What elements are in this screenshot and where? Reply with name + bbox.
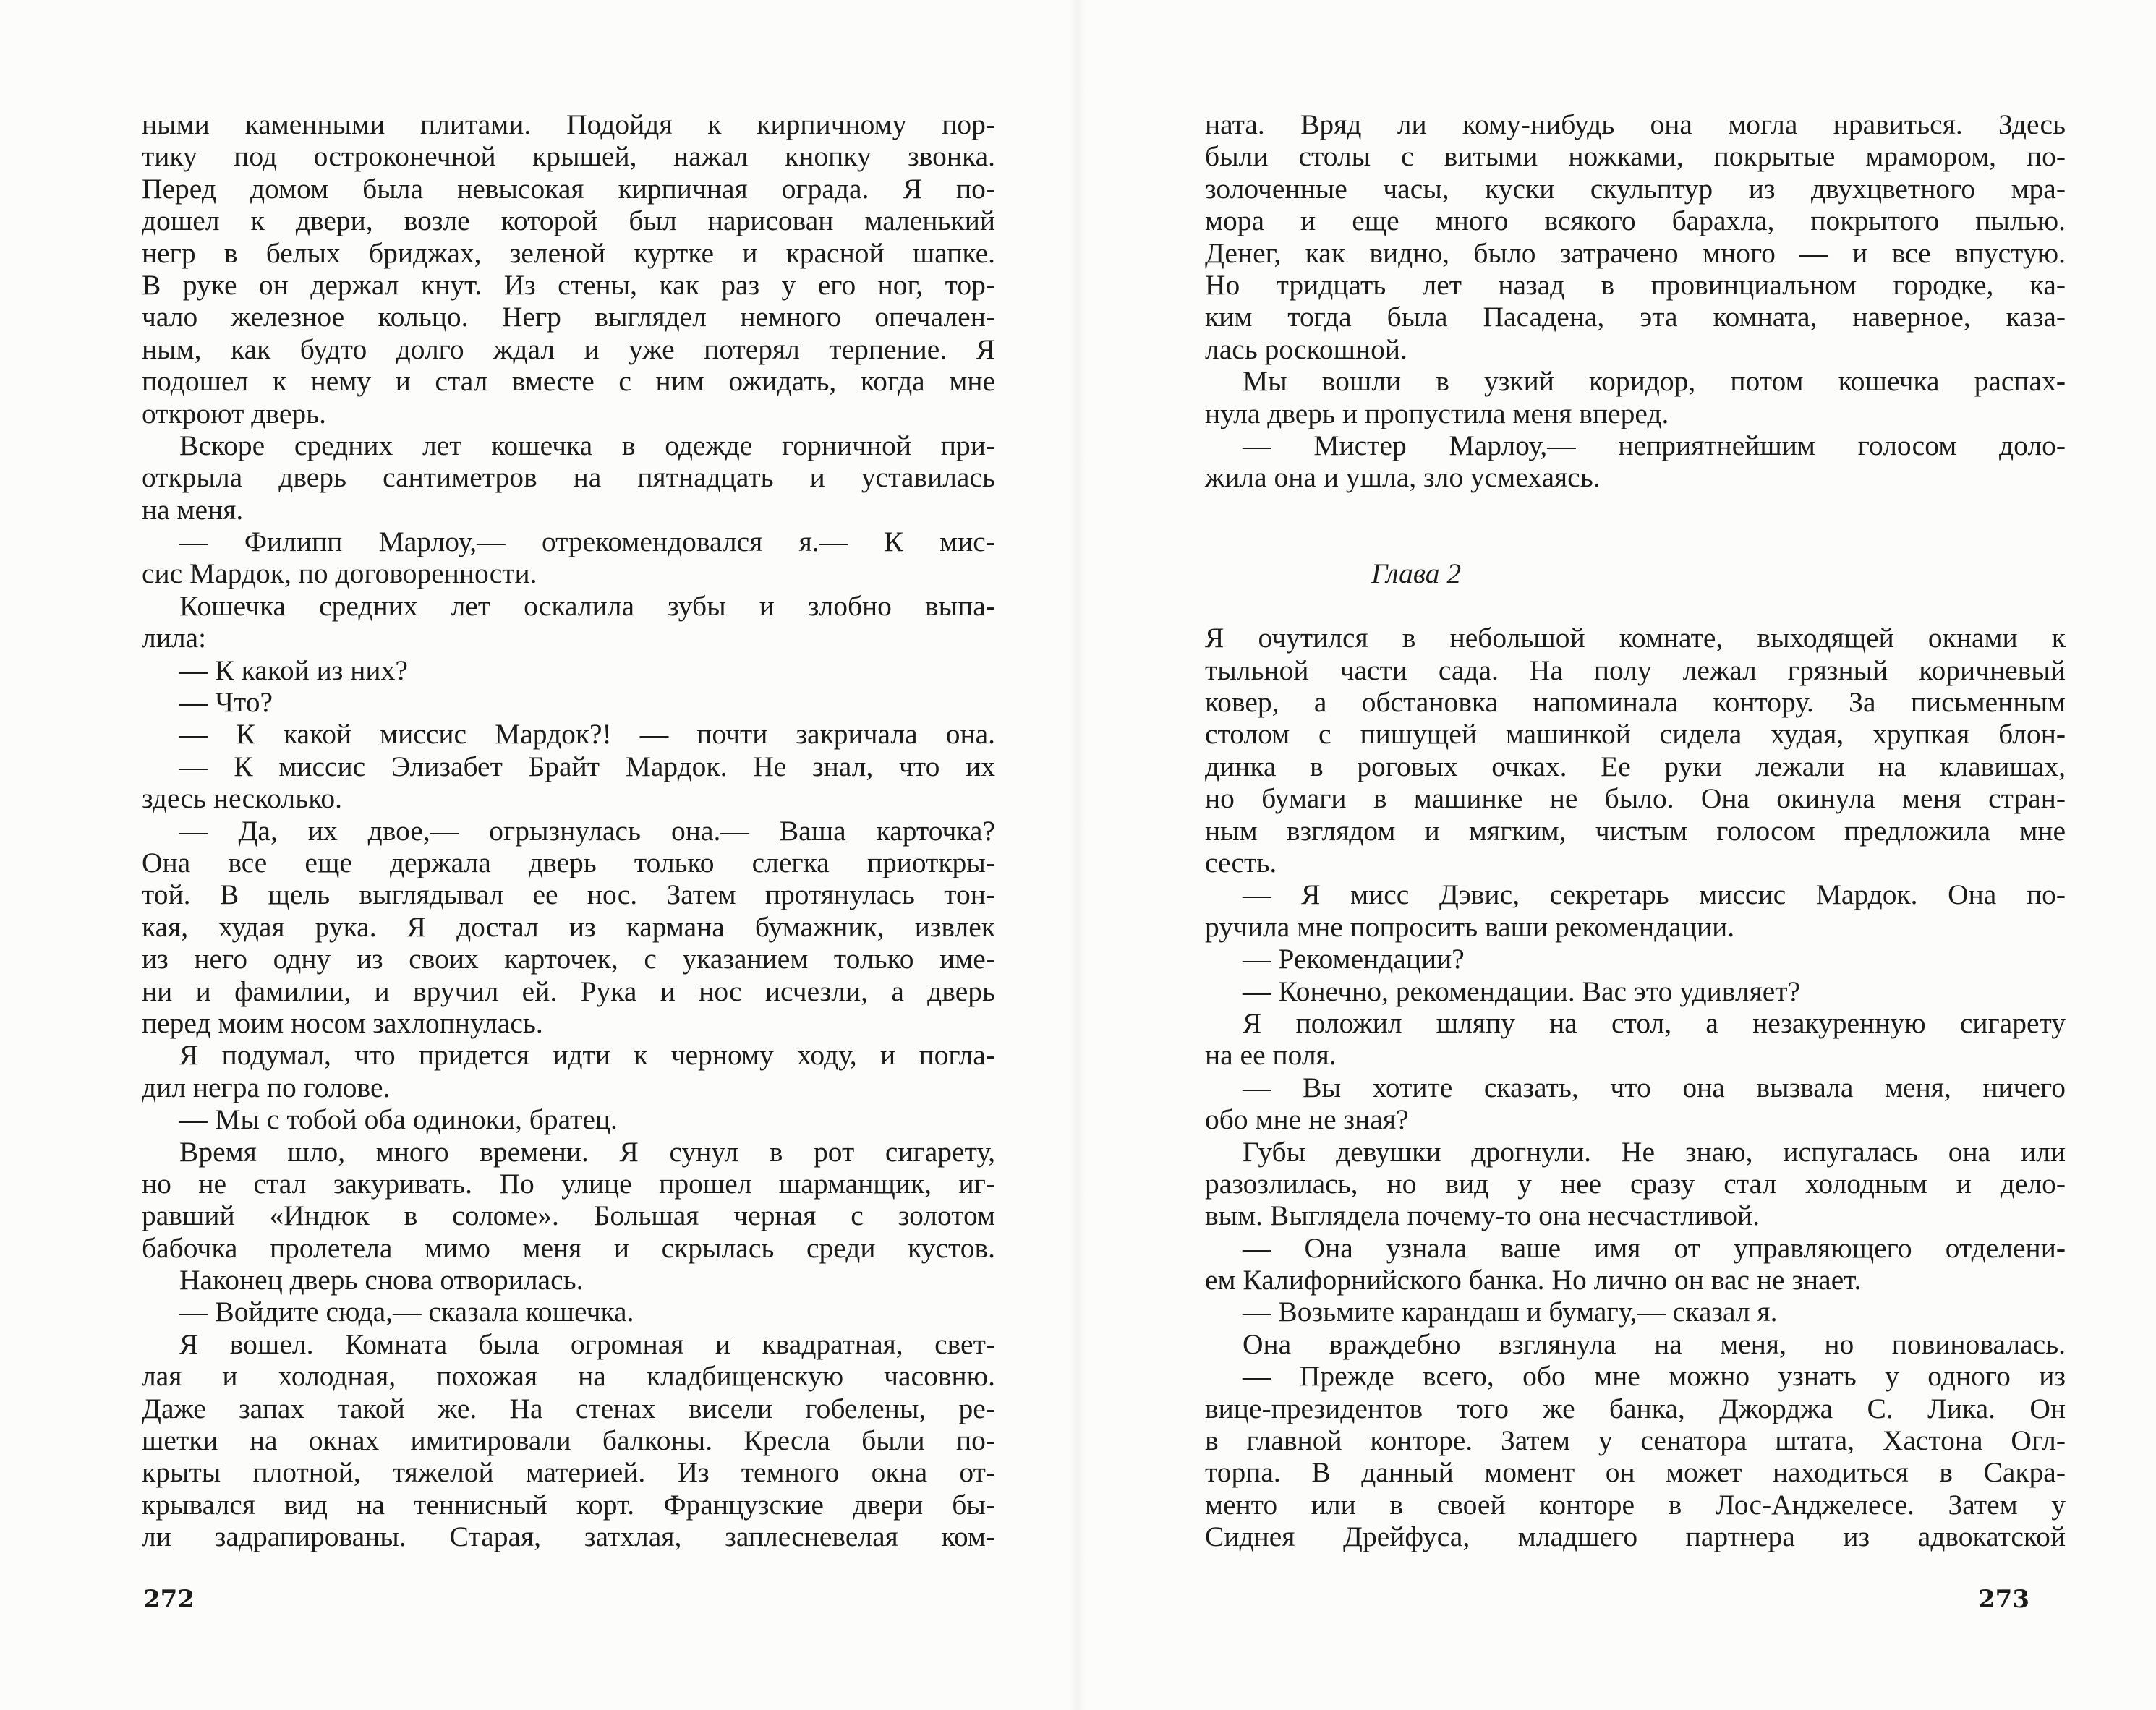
- text-line: лась роскошной.: [1205, 333, 1407, 365]
- text-line: Перед домом была невысокая кирпичная ограда. Я по-: [142, 172, 995, 205]
- text-line: тику под остроконечной крышей, нажал кнопку звонка.: [142, 140, 995, 173]
- text-line: менто или в своей конторе в Лос-Анджелесе. Затем у: [1205, 1488, 2066, 1521]
- text-line: вице-президентов того же банка, Джорджа С. Лика. Он: [1205, 1392, 2066, 1424]
- text-line: торпа. В данный момент он может находиться в Сакра-: [1205, 1456, 2066, 1489]
- text-line: жила она и ушла, зло усмехаясь.: [1205, 461, 1601, 494]
- blank-line: [1205, 494, 2066, 526]
- text-line: Но тридцать лет назад в провинциальном городке, ка-: [1205, 268, 2066, 301]
- text-line: столом с пишущей машинкой сидела худая, хрупкая блон-: [1205, 718, 2066, 751]
- text-line: Время шло, много времени. Я сунул в рот сигарету,: [179, 1135, 995, 1168]
- text-line: — Прежде всего, обо мне можно узнать у одного из: [1243, 1360, 2066, 1393]
- text-line: — К какой из них?: [179, 654, 408, 686]
- text-line: ным взглядом и мягким, чистым голосом предложила мне: [1205, 814, 2066, 847]
- text-line: на меня.: [142, 493, 244, 526]
- text-line: той. В щель выглядывал ее нос. Затем протянулась тон-: [142, 878, 995, 911]
- text-line: Мы вошли в узкий коридор, потом кошечка распах-: [1243, 365, 2066, 398]
- text-line: здесь несколько.: [142, 782, 343, 815]
- text-line: Губы девушки дрогнули. Не знаю, испугалась она или: [1243, 1135, 2066, 1168]
- text-line: Я вошел. Комната была огромная и квадратная, свет-: [179, 1328, 995, 1360]
- text-line: Наконец дверь снова отворилась.: [179, 1264, 584, 1296]
- text-line: дил негра по голове.: [142, 1071, 391, 1103]
- text-line: — Она узнала ваше имя от управляющего отделени-: [1243, 1231, 2066, 1264]
- text-line: лая и холодная, похожая на кладбищенскую часовню.: [142, 1360, 995, 1393]
- text-line: ната. Вряд ли кому-нибудь она могла нравиться. Здесь: [1205, 108, 2066, 140]
- text-line: откроют дверь.: [142, 397, 326, 429]
- text-line: — Мы с тобой оба одиноки, братец.: [179, 1103, 618, 1136]
- text-line: открыла дверь сантиметров на пятнадцать и уставилась: [142, 461, 995, 494]
- text-line: ручила мне попросить ваши рекомендации.: [1205, 910, 1735, 943]
- text-line: из него одну из своих карточек, с указанием только име-: [142, 943, 995, 975]
- text-line: Кошечка средних лет оскалила зубы и злобно выпа-: [179, 589, 995, 622]
- text-line: ли задрапированы. Старая, затхлая, заплесневелая ком-: [142, 1521, 995, 1553]
- text-line: нула дверь и пропустила меня вперед.: [1205, 397, 1669, 429]
- text-line: — Вы хотите сказать, что она вызвала меня, ничего: [1243, 1071, 2066, 1103]
- text-line: — К какой миссис Мардок?! — почти закричала она.: [179, 718, 995, 751]
- text-line: негр в белых бриджах, зеленой куртке и красной шапке.: [142, 236, 995, 269]
- text-line: ным, как будто долго ждал и уже потерял терпение. Я: [142, 333, 995, 365]
- text-line: чало железное кольцо. Негр выглядел немного опечален-: [142, 301, 995, 333]
- text-line: Она все еще держала дверь только слегка приоткры-: [142, 846, 995, 878]
- text-line: — Мистер Марлоу,— неприятнейшим голосом доло-: [1243, 429, 2066, 461]
- text-line: бабочка пролетела мимо меня и скрылась среди кустов.: [142, 1231, 995, 1264]
- text-line: на ее поля.: [1205, 1039, 1337, 1072]
- text-line: Она враждебно взглянула на меня, но повиновалась.: [1243, 1328, 2066, 1360]
- text-line: сис Мардок, по договоренности.: [142, 557, 537, 590]
- text-line: золоченные часы, куски скульптур из двухцветного мра-: [1205, 172, 2066, 205]
- right-page-text: [1205, 108, 2066, 1553]
- text-line: но бумаги в машинке не было. Она окинула меня стран-: [1205, 782, 2066, 815]
- text-line: — Я мисс Дэвис, секретарь миссис Мардок. Она по-: [1243, 878, 2066, 911]
- text-line: Даже запах такой же. На стенах висели гобелены, ре-: [142, 1392, 995, 1424]
- page-number-left: 272: [143, 1585, 195, 1614]
- text-line: — К миссис Элизабет Брайт Мардок. Не знал, что их: [179, 750, 995, 782]
- text-line: перед моим носом захлопнулась.: [142, 1006, 543, 1039]
- text-line: лила:: [142, 622, 207, 654]
- text-line: мора и еще много всякого барахла, покрытого пылью.: [1205, 205, 2066, 237]
- text-line: крыты плотной, тяжелой материей. Из темного окна от-: [142, 1456, 995, 1489]
- text-line: тыльной части сада. На полу лежал грязный коричневый: [1205, 654, 2066, 686]
- text-line: ными каменными плитами. Подойдя к кирпичному пор-: [142, 108, 995, 140]
- text-line: были столы с витыми ножками, покрытые мрамором, по-: [1205, 140, 2066, 173]
- text-line: В руке он держал кнут. Из стены, как раз у его ног, тор-: [142, 268, 995, 301]
- text-line: обо мне не зная?: [1205, 1103, 1409, 1136]
- chapter-heading: Глава 2: [1371, 557, 1462, 590]
- text-line: Я подумал, что придется идти к черному ходу, и погла-: [179, 1039, 995, 1072]
- text-line: ни и фамилии, и вручил ей. Рука и нос исчезли, а дверь: [142, 975, 995, 1007]
- text-line: Денег, как видно, было затрачено много — и все впустую.: [1205, 236, 2066, 269]
- text-line: крывался вид на теннисный корт. Французские двери бы-: [142, 1488, 995, 1521]
- text-line: — Войдите сюда,— сказала кошечка.: [179, 1296, 634, 1328]
- blank-line: [1205, 590, 2066, 622]
- left-page-text: [142, 108, 995, 1553]
- text-line: вым. Выглядела почему-то она несчастливой.: [1205, 1200, 1760, 1232]
- text-line: Я очутился в небольшой комнате, выходящей окнами к: [1205, 622, 2066, 654]
- text-line: разозлилась, но вид у нее сразу стал холодным и дело-: [1205, 1167, 2066, 1200]
- text-line: — Рекомендации?: [1243, 943, 1465, 975]
- text-line: — Да, их двое,— огрызнулась она.— Ваша карточка?: [179, 814, 995, 847]
- text-line: ем Калифорнийского банка. Но лично он вас не знает.: [1205, 1264, 1862, 1296]
- text-line: Сиднея Дрейфуса, младшего партнера из адвокатской: [1205, 1521, 2066, 1553]
- blank-line: [1205, 526, 2066, 557]
- text-line: дошел к двери, возле которой был нарисован маленький: [142, 205, 995, 237]
- text-line: — Конечно, рекомендации. Вас это удивляет?: [1243, 975, 1801, 1007]
- text-line: кая, худая рука. Я достал из кармана бумажник, извлек: [142, 910, 995, 943]
- text-line: но не стал закуривать. По улице прошел шарманщик, иг-: [142, 1167, 995, 1200]
- text-line: равший «Индюк в соломе». Большая черная с золотом: [142, 1200, 995, 1232]
- text-line: шетки на окнах имитировали балконы. Кресла были по-: [142, 1424, 995, 1457]
- text-line: Я положил шляпу на стол, а незакуренную сигарету: [1243, 1006, 2066, 1039]
- text-line: подошел к нему и стал вместе с ним ожидать, когда мне: [142, 365, 995, 398]
- text-line: сесть.: [1205, 846, 1277, 878]
- text-line: ковер, а обстановка напоминала контору. За письменным: [1205, 686, 2066, 719]
- text-line: — Возьмите карандаш и бумагу,— сказал я.: [1243, 1296, 1778, 1328]
- text-line: Вскоре средних лет кошечка в одежде горничной при-: [179, 429, 995, 461]
- text-line: — Что?: [179, 686, 273, 719]
- text-line: — Филипп Марлоу,— отрекомендовался я.— К мис-: [179, 526, 995, 558]
- text-line: в главной конторе. Затем у сенатора штата, Хастона Огл-: [1205, 1424, 2066, 1457]
- text-line: ким тогда была Пасадена, эта комната, наверное, каза-: [1205, 301, 2066, 333]
- page-number-right: 273: [1978, 1585, 2029, 1614]
- right-page: [1078, 0, 2156, 1710]
- text-line: динка в роговых очках. Ее руки лежали на клавишах,: [1205, 750, 2066, 782]
